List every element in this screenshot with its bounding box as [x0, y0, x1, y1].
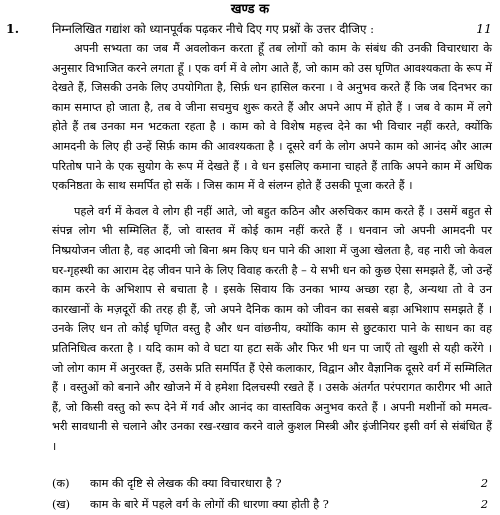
subquestion-text: काम के बारे में पहले वर्ग के लोगों की धारणा क्या होती है ?: [90, 498, 329, 511]
subquestion-text: काम की दृष्टि से लेखक की क्या विचारधारा है ?: [90, 477, 282, 490]
subquestion-label: (ख): [52, 498, 71, 511]
passage-paragraph-2: पहले वर्ग में केवल वे लोग ही नहीं आते, जो बहुत कठिन और अरुचिकर काम करते हैं । उसमें बहुत से संपन्न लोग भी सम्मिलित हैं, जो वास्तव में कोई काम नहीं करते हैं । धनवान जो अपनी आमदनी पर निष्प्रयोजन जीता है, वह आदमी जो बिना श्रम किए धन पाने की आशा में जुआ खेलता है, वह नारी जो केवल घर-गृहस्थी का आराम देह जीवन पाने के लिए विवाह करती है – ये सभी धन को कुछ ऐसा समझते हैं, जो उन्हें काम करने के अभिशाप से बचाता है । इसके सिवाय कि उनका भाग्य अच्छा रहा है, अन्यथा तो वे उन कारखानों के मज़दूरों की तरह ही हैं, जो अपने दैनिक काम को जीवन का सबसे बड़ा अभिशाप समझते हैं । उनके लिए धन तो कोई घृणित वस्तु है और धन वांछनीय, क्योंकि काम से छुटकारा पाने के साधन का वह प्रतिनिधित्व करता है । यदि काम को वे घटा या हटा सकें और फिर भी धन पा जाएँ तो खुशी से यही करेंगे । जो लोग काम में अनुरक्त हैं, उसके प्रति समर्पित हैं ऐसे कलाकार, विद्वान और वैज्ञानिक दूसरे वर्ग में सम्मिलित हैं । वस्तुओं को बनाने और खोजने में वे हमेशा दिलचस्पी रखते हैं । उसके अंतर्गत परंपरागत कारीगर भी आते हैं, जो किसी वस्तु को रूप देने में गर्व और आनंद का वास्तविक अनुभव करते हैं । अपनी मशीनों को ममत्व-भरी सावधानी से चलाने और उनका रख-रखाव करने वाले कुशल मिस्त्री और इंजीनियर इसी वर्ग से संबंधित हैं ।: [52, 204, 492, 453]
subquestion-marks: 2: [480, 498, 488, 511]
question-instruction: निम्नलिखित गद्यांश को ध्यानपूर्वक पढ़कर नीचे दिए गए प्रश्नों के उत्तर दीजिए :: [52, 22, 374, 36]
section-title: खण्ड क: [230, 2, 270, 17]
question-marks: 11: [476, 21, 492, 36]
passage-paragraph-1: अपनी सभ्यता का जब मैं अवलोकन करता हूँ तब लोगों को काम के संबंध की उनकी विचारधारा के अनुसार विभाजित करने लगता हूँ । एक वर्ग में वे लोग आते हैं, जो काम को उस घृणित आवश्यकता के रूप में देखते हैं, जिसकी उनके लिए उपयोगिता है, सिर्फ़ धन हासिल करना । वे अनुभव करते हैं कि जब दिनभर का काम समाप्त हो जाता है, तब वे जीना सचमुच शुरू करते हैं और अपने आप में होते हैं । जब वे काम में लगे होते हैं तब उनका मन भटकता रहता है । काम को वे विशेष महत्त्व देने का भी विचार नहीं करते, क्योंकि आमदनी के लिए ही उन्हें सिर्फ़ काम की आवश्यकता है । दूसरे वर्ग के लोग अपने काम को आनंद और आत्म परितोष पाने के एक सुयोग के रूप में देखते हैं । वे धन इसलिए कमाना चाहते हैं ताकि अपने काम में अधिक एकनिष्ठता के साथ समर्पित हो सकें । जिस काम में वे संलग्न होते हैं उसकी पूजा करते हैं ।: [52, 42, 492, 193]
subquestion-kha: [52, 496, 492, 514]
subquestion-marks: 2: [480, 477, 488, 490]
subquestion-label: (क): [52, 477, 70, 490]
passage: [52, 39, 492, 456]
subquestion-ka: [52, 475, 492, 493]
question-number: 1.: [6, 21, 20, 36]
